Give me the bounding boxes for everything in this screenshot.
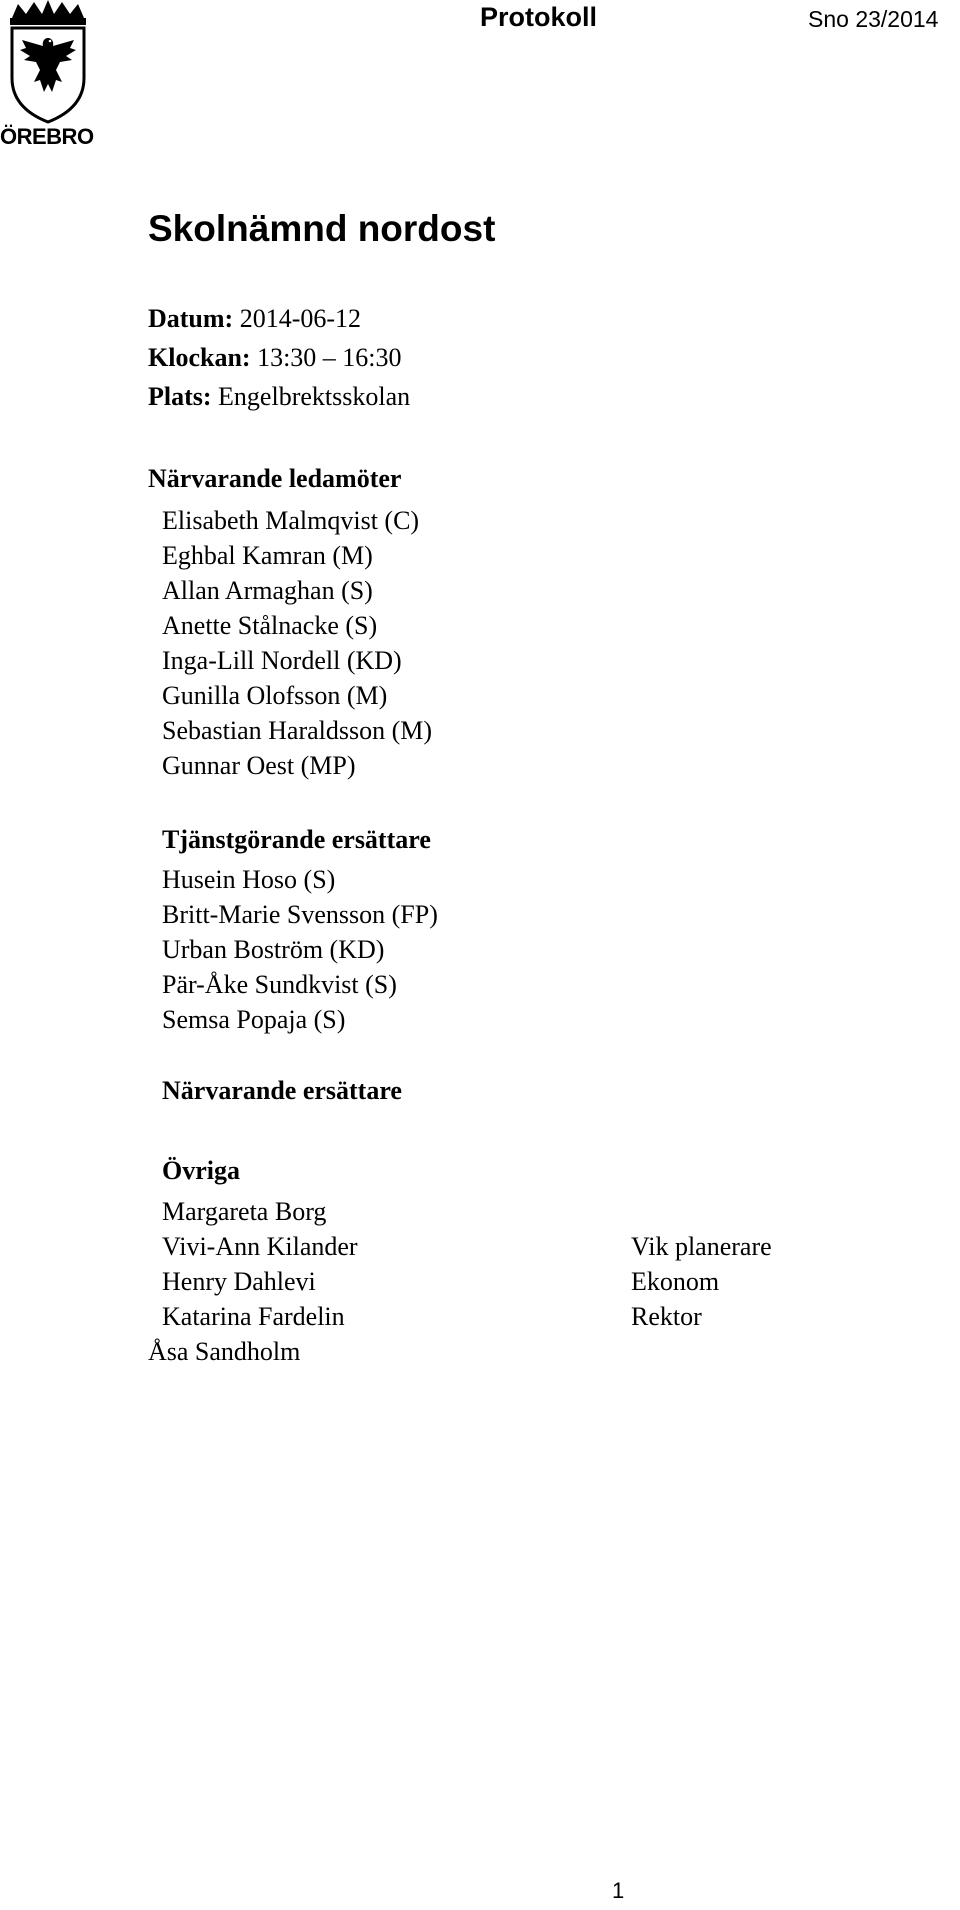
time-label: Klockan: bbox=[148, 343, 251, 372]
meeting-date bbox=[148, 304, 361, 334]
page-number: 1 bbox=[612, 1878, 625, 1903]
serving-substitutes-heading: Tjänstgörande ersättare bbox=[162, 825, 431, 854]
list-item: Sebastian Haraldsson (M) bbox=[162, 716, 433, 745]
document-title: Skolnämnd nordost bbox=[148, 208, 496, 249]
list-item: Semsa Popaja (S) bbox=[162, 1005, 346, 1034]
list-item: Gunnar Oest (MP) bbox=[162, 751, 356, 780]
meeting-time bbox=[148, 343, 402, 373]
coat-of-arms-icon bbox=[0, 0, 96, 124]
logo-text: ÖREBRO bbox=[0, 124, 94, 149]
list-item: Husein Hoso (S) bbox=[162, 865, 336, 894]
place-label: Plats: bbox=[148, 382, 212, 411]
others-name: Margareta Borg bbox=[162, 1197, 327, 1226]
meeting-place bbox=[148, 382, 410, 412]
list-item: Anette Stålnacke (S) bbox=[162, 611, 378, 640]
header-title: Protokoll bbox=[480, 2, 598, 32]
list-item: Inga-Lill Nordell (KD) bbox=[162, 646, 402, 675]
date-value: 2014-06-12 bbox=[239, 304, 362, 333]
members-heading: Närvarande ledamöter bbox=[148, 464, 402, 493]
others-role: Rektor bbox=[631, 1302, 702, 1331]
present-substitutes-heading: Närvarande ersättare bbox=[162, 1076, 402, 1105]
list-item: Britt-Marie Svensson (FP) bbox=[162, 900, 438, 929]
header-reference: Sno 23/2014 bbox=[808, 6, 939, 32]
list-item: Gunilla Olofsson (M) bbox=[162, 681, 388, 710]
others-name: Henry Dahlevi bbox=[162, 1267, 316, 1296]
list-item: Allan Armaghan (S) bbox=[162, 576, 373, 605]
others-name: Katarina Fardelin bbox=[162, 1302, 345, 1331]
others-role: Ekonom bbox=[631, 1267, 720, 1296]
time-value: 13:30 – 16:30 bbox=[257, 343, 402, 372]
place-value: Engelbrektsskolan bbox=[218, 382, 411, 411]
date-label: Datum: bbox=[148, 304, 234, 333]
others-name: Vivi-Ann Kilander bbox=[162, 1232, 358, 1261]
list-item: Eghbal Kamran (M) bbox=[162, 541, 373, 570]
others-name: Åsa Sandholm bbox=[148, 1337, 301, 1366]
others-heading: Övriga bbox=[162, 1156, 240, 1185]
others-role: Vik planerare bbox=[631, 1232, 772, 1261]
list-item: Urban Boström (KD) bbox=[162, 935, 385, 964]
list-item: Elisabeth Malmqvist (C) bbox=[162, 506, 420, 535]
list-item: Pär-Åke Sundkvist (S) bbox=[162, 970, 397, 999]
